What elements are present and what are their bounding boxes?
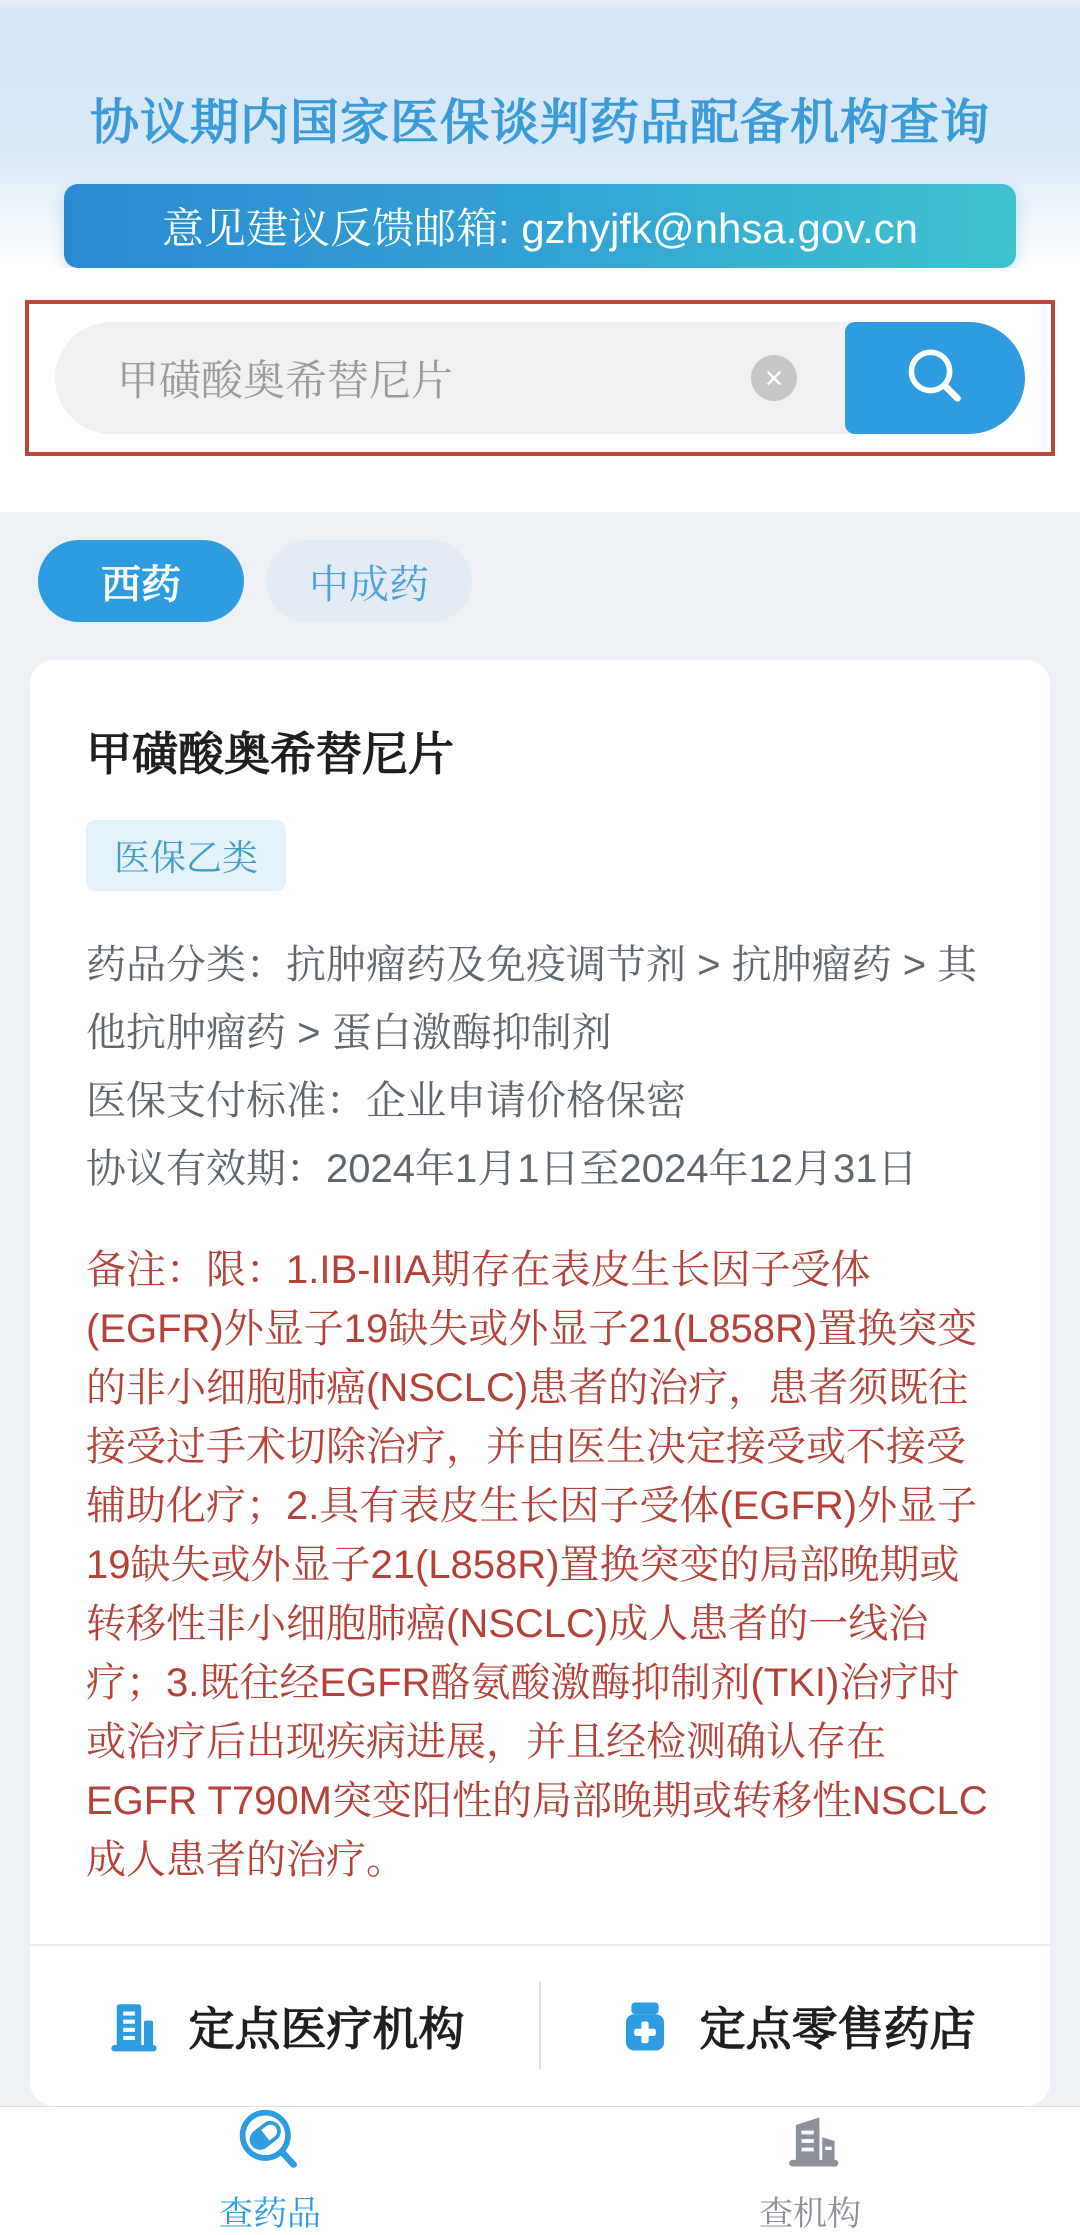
drug-category-label: 药品分类： — [86, 943, 286, 987]
payment-standard-row — [86, 1067, 994, 1135]
insurance-class-badge: 医保乙类 — [86, 820, 286, 891]
search-bar — [55, 322, 1025, 434]
payment-standard-value: 企业申请价格保密 — [366, 1079, 686, 1123]
nav-label: 查机构 — [759, 2195, 861, 2233]
drug-card-body — [30, 660, 1050, 1944]
clear-icon[interactable]: × — [751, 355, 797, 401]
payment-standard-label: 医保支付标准： — [86, 1079, 366, 1123]
remark-text: 备注：限：1.IB-IIIA期存在表皮生长因子受体(EGFR)外显子19缺失或外显子21(L858R)置换突变的非小细胞肺癌(NSCLC)患者的治疗，患者须既往接受过手术切除治疗，并由医生决定接受或不接受辅助化疗；2.具有表皮生长因子受体(EGFR)外显子19缺失或外显子21(L858R)置换突变的局部晚期或转移性非小细胞肺癌(NSCLC)成人患者的一线治疗；3.既往经EGFR酪氨酸激酶抑制剂(TKI)治疗时或治疗后出现疾病进展，并且经检测确认存在EGFR T790M突变阳性的局部晚期或转移性NSCLC成人患者的治疗。 — [86, 1248, 988, 1882]
drug-category-row — [86, 931, 994, 1067]
drug-name: 甲磺酸奥希替尼片 — [86, 728, 454, 780]
search-section — [0, 268, 1080, 512]
pharmacy-bottle-icon — [616, 1997, 674, 2055]
designated-retail-pharmacies-button[interactable] — [541, 1993, 1050, 2059]
nav-item-search-drugs[interactable] — [0, 2107, 540, 2235]
hospital-building-icon — [105, 1997, 163, 2055]
action-label: 定点医疗机构 — [188, 2003, 465, 2055]
action-label: 定点零售药店 — [699, 2003, 976, 2055]
card-actions — [30, 1946, 1050, 2106]
agreement-validity-row — [86, 1135, 994, 1203]
drug-type-tabs — [0, 512, 1080, 622]
feedback-email-banner: 意见建议反馈邮箱: gzhyjfk@nhsa.gov.cn — [64, 184, 1016, 268]
drug-result-card — [30, 660, 1050, 2106]
agreement-validity-label: 协议有效期： — [86, 1147, 326, 1191]
search-button[interactable] — [845, 322, 1025, 434]
drug-search-icon — [236, 2107, 304, 2180]
designated-medical-institutions-button[interactable] — [30, 1993, 539, 2059]
nav-label: 查药品 — [219, 2195, 321, 2233]
tab-chinese-patent-medicine[interactable]: 中成药 — [266, 540, 472, 622]
drug-info-block — [86, 931, 994, 1203]
agreement-validity-value: 2024年1月1日至2024年12月31日 — [326, 1147, 918, 1191]
bottom-nav — [0, 2106, 1080, 2235]
nav-item-search-institutions[interactable] — [540, 2107, 1080, 2235]
tab-western-medicine[interactable]: 西药 — [38, 540, 244, 622]
drug-category-value: 抗肿瘤药及免疫调节剂 > 抗肿瘤药 > 其他抗肿瘤药 > 蛋白激酶抑制剂 — [86, 943, 978, 1055]
institution-building-icon — [776, 2107, 844, 2180]
page-title: 协议期内国家医保谈判药品配备机构查询 — [89, 96, 990, 150]
page-header — [0, 0, 1080, 268]
search-icon — [899, 341, 971, 416]
main-content — [0, 512, 1080, 2106]
red-highlight-annotation — [25, 300, 1055, 456]
